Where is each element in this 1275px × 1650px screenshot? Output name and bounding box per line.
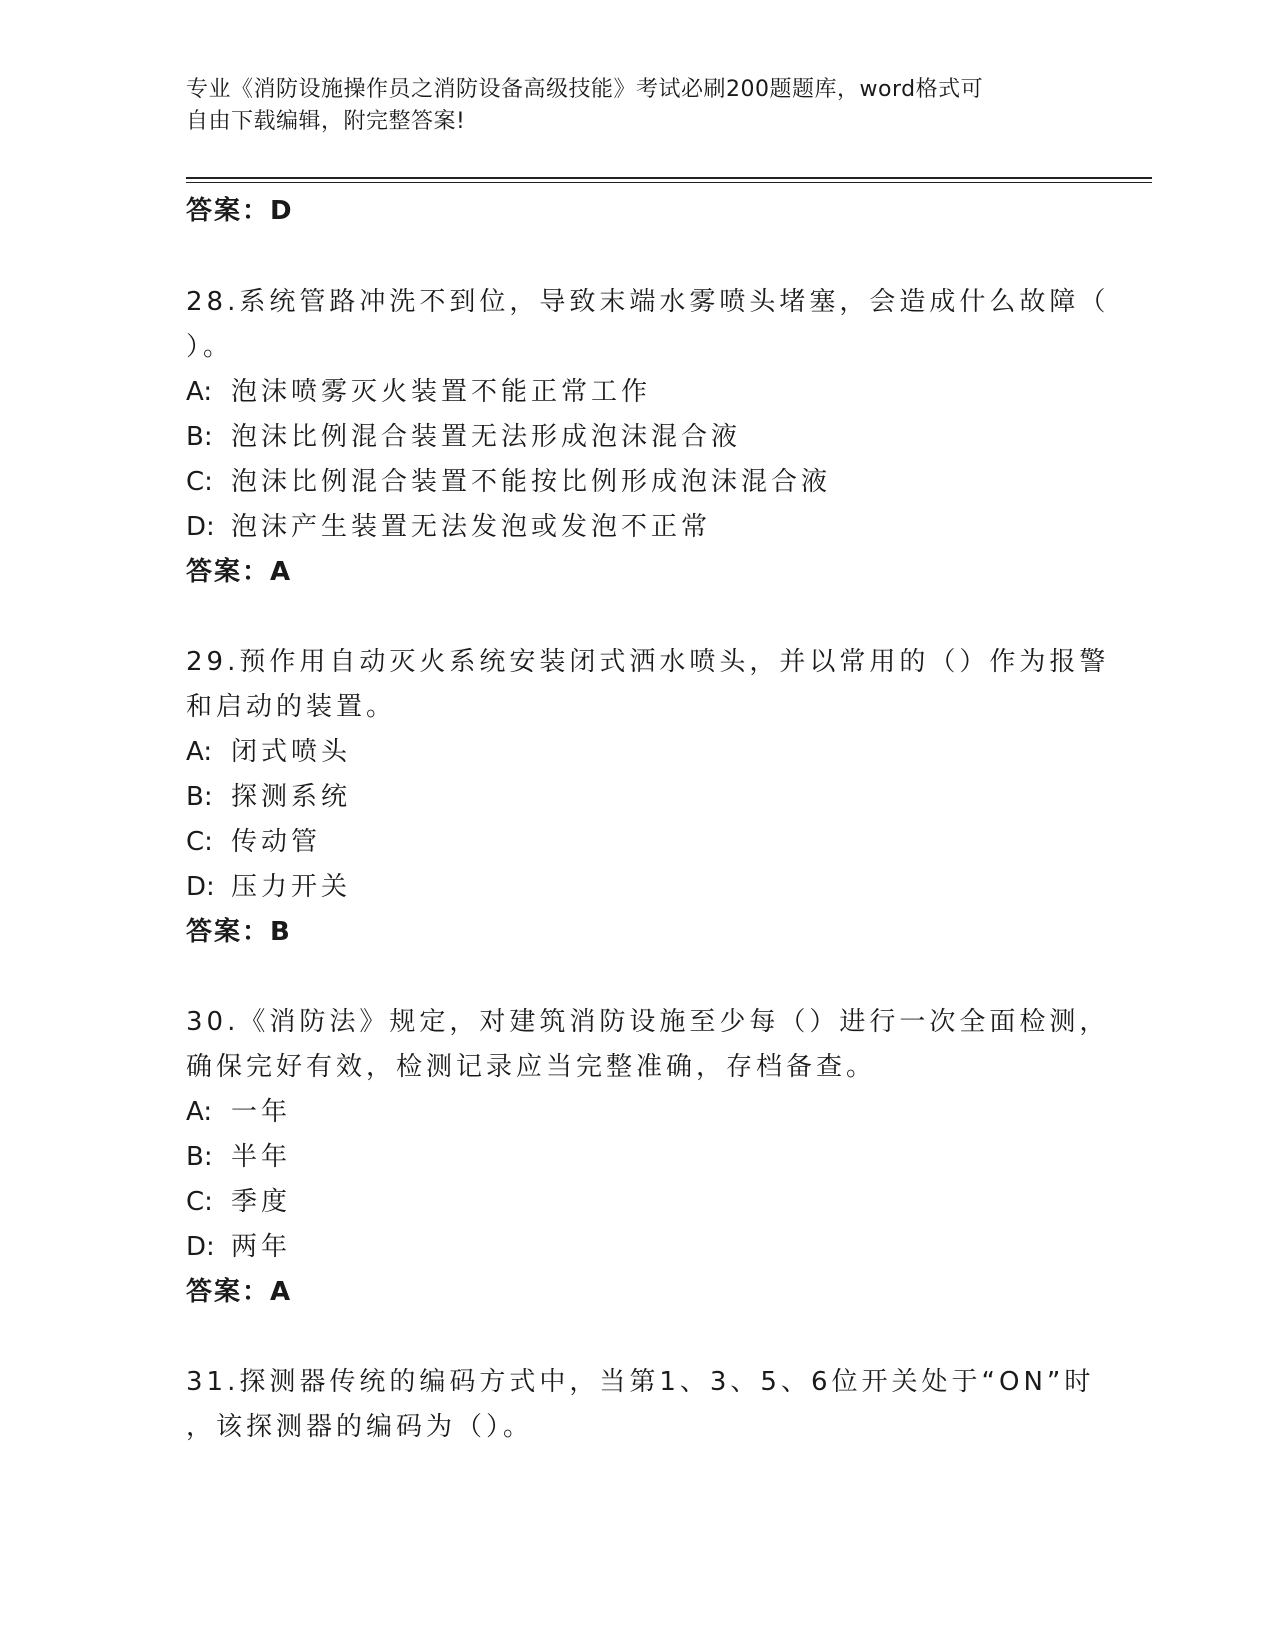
question-content <box>186 188 1110 1450</box>
question-text-line: 28.系统管路冲洗不到位，导致末端水雾喷头堵塞，会造成什么故障（ <box>186 287 1110 317</box>
answer-line: 答案：D <box>186 196 294 226</box>
answer-line: 答案：A <box>186 557 293 587</box>
option-letter: D: <box>186 872 215 902</box>
option-d <box>186 865 1086 910</box>
header-rule-thick <box>186 177 1152 179</box>
question-text-line: ，该探测器的编码为（）。 <box>186 1412 534 1442</box>
option-letter: A: <box>186 377 213 407</box>
option-letter: C: <box>186 827 213 857</box>
answer-line: 答案：A <box>186 1277 293 1307</box>
option-text: 季度 <box>231 1187 292 1217</box>
option-text: 一年 <box>231 1097 292 1127</box>
header-line-1: 专业《消防设施操作员之消防设备高级技能》考试必刷200题题库，word格式可 <box>186 77 984 102</box>
option-letter: A: <box>186 737 213 767</box>
option-a <box>186 370 1086 415</box>
option-text: 泡沫比例混合装置无法形成泡沫混合液 <box>231 422 742 452</box>
question-block <box>186 1360 1095 1450</box>
spacer <box>186 595 1086 640</box>
option-text: 传动管 <box>231 827 322 857</box>
spacer <box>186 1315 1086 1360</box>
option-letter: D: <box>186 1232 215 1262</box>
option-text: 半年 <box>231 1142 292 1172</box>
question-text-line: 31.探测器传统的编码方式中，当第1、3、5、6位开关处于“ON”时 <box>186 1367 1095 1397</box>
spacer <box>186 955 1086 1000</box>
question-block <box>186 1000 1110 1315</box>
option-text: 泡沫比例混合装置不能按比例形成泡沫混合液 <box>231 467 832 497</box>
option-a <box>186 1090 1086 1135</box>
option-b <box>186 1135 1086 1180</box>
option-c <box>186 820 1086 865</box>
option-text: 闭式喷头 <box>231 737 352 767</box>
option-text: 泡沫产生装置无法发泡或发泡不正常 <box>231 512 712 542</box>
option-text: 泡沫喷雾灭火装置不能正常工作 <box>231 377 652 407</box>
option-letter: B: <box>186 422 213 452</box>
question-text-line: ）。 <box>186 332 234 362</box>
option-letter: D: <box>186 512 215 542</box>
question-text-line: 确保完好有效，检测记录应当完整准确，存档备查。 <box>186 1052 877 1082</box>
spacer <box>186 235 1086 280</box>
option-c <box>186 1180 1086 1225</box>
option-a <box>186 730 1086 775</box>
question-block <box>186 280 1110 595</box>
option-letter: C: <box>186 467 213 497</box>
question-text-line: 30.《消防法》规定，对建筑消防设施至少每（）进行一次全面检测， <box>186 1007 1110 1037</box>
question-text-line: 和启动的装置。 <box>186 692 397 722</box>
document-header <box>186 74 1066 138</box>
option-text: 压力开关 <box>231 872 352 902</box>
option-text: 两年 <box>231 1232 292 1262</box>
option-text: 探测系统 <box>231 782 352 812</box>
answer-line: 答案：B <box>186 917 292 947</box>
option-letter: B: <box>186 782 213 812</box>
option-b <box>186 775 1086 820</box>
option-d <box>186 505 1086 550</box>
header-line-2: 自由下载编辑，附完整答案! <box>186 109 466 134</box>
option-b <box>186 415 1086 460</box>
header-rule-thin <box>186 182 1152 183</box>
option-letter: A: <box>186 1097 213 1127</box>
question-text-line: 29.预作用自动灭火系统安装闭式洒水喷头，并以常用的（）作为报警 <box>186 647 1110 677</box>
question-block <box>186 640 1110 955</box>
option-d <box>186 1225 1086 1270</box>
option-letter: B: <box>186 1142 213 1172</box>
option-letter: C: <box>186 1187 213 1217</box>
option-c <box>186 460 1086 505</box>
